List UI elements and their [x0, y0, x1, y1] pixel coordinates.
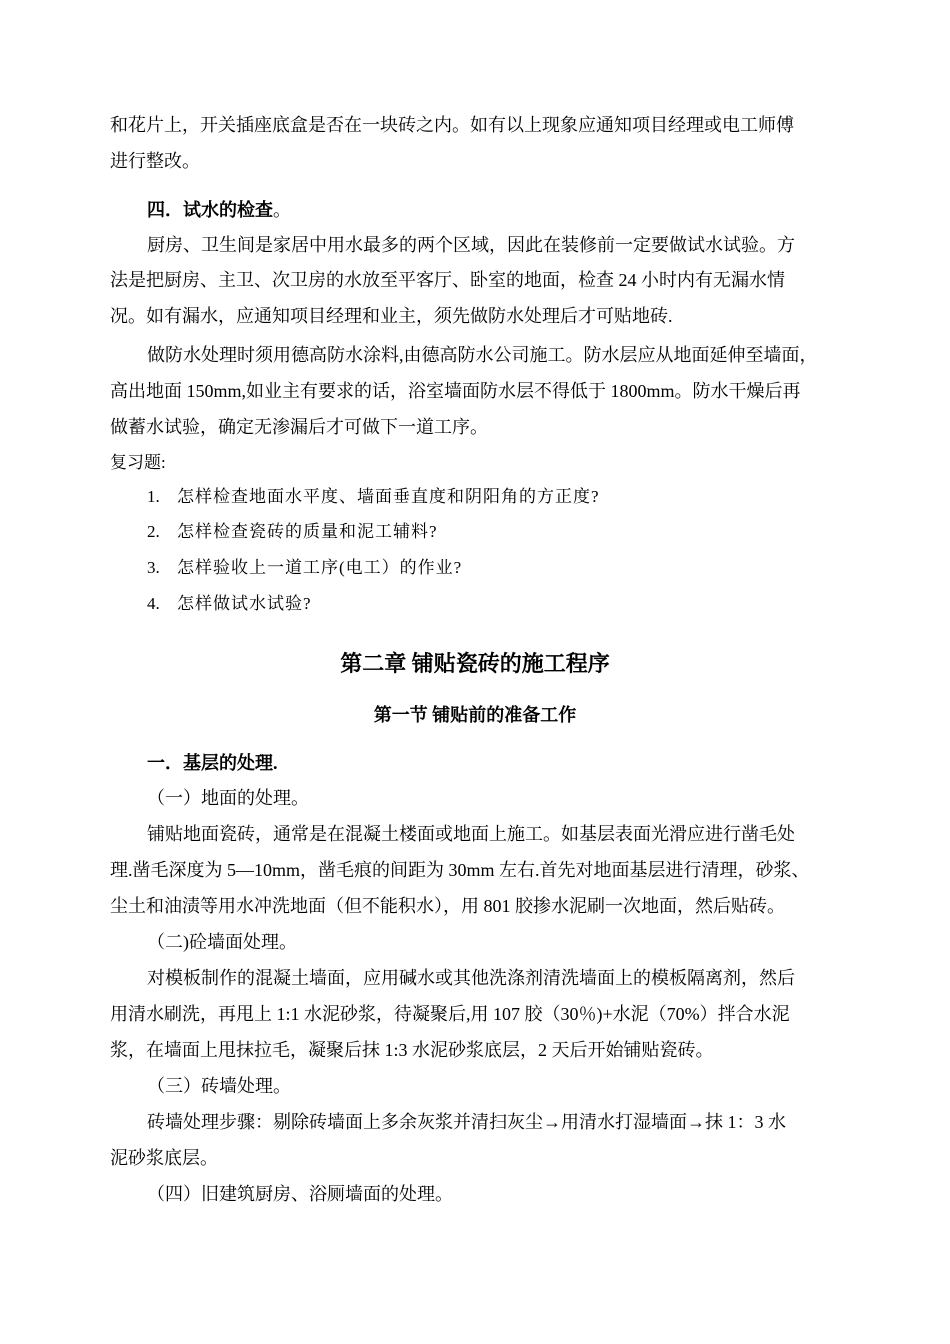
text-line: 做蓄水试验，确定无渗漏后才可做下一道工序。: [110, 417, 488, 437]
review-title: 复习题:: [110, 453, 166, 472]
text-line: 理.凿毛深度为 5—10mm，凿毛痕的间距为 30mm 左右.首先对地面基层进行清理，砂浆、: [110, 860, 810, 880]
question-number: 1.: [147, 487, 160, 506]
chapter-title: 第二章 铺贴瓷砖的施工程序: [340, 651, 610, 676]
question-number: 3.: [147, 558, 160, 577]
text-line: 尘土和油渍等用水冲洗地面（但不能积水），用 801 胶掺水泥刷一次地面，然后贴砖。: [110, 896, 785, 916]
question-text: 怎样检查瓷砖的质量和泥工辅料?: [177, 522, 438, 541]
section-title: 第一节 铺贴前的准备工作: [373, 705, 577, 725]
subsection-heading: 一．基层的处理.: [147, 753, 278, 773]
question-text: 怎样验收上一道工序(电工）的作业?: [177, 558, 463, 577]
text-line: 况。如有漏水，应通知项目经理和业主，须先做防水处理后才可贴地砖.: [110, 306, 673, 326]
item-title: （四）旧建筑厨房、浴厕墙面的处理。: [147, 1184, 453, 1204]
section-heading-text: 四．试水的检查: [147, 200, 273, 220]
text-line: 厨房、卫生间是家居中用水最多的两个区域，因此在装修前一定要做试水试验。方: [147, 235, 795, 255]
text-line: 浆，在墙面上甩抹拉毛，凝聚后抹 1:3 水泥砂浆底层，2 天后开始铺贴瓷砖。: [110, 1040, 714, 1060]
text-line: 高出地面 150mm,如业主有要求的话，浴室墙面防水层不得低于 1800mm。防水干燥后再: [110, 381, 801, 401]
question-number: 2.: [147, 522, 160, 541]
text-line: 法是把厨房、主卫、次卫房的水放至平客厅、卧室的地面，检查 24 小时内有无漏水情: [110, 270, 785, 290]
text-line: 泥砂浆底层。: [110, 1148, 218, 1168]
text-line: 砖墙处理步骤：剔除砖墙面上多余灰浆并清扫灰尘→用清水打湿墙面→抹 1：3 水: [147, 1112, 786, 1132]
section-heading-tail: 。: [273, 200, 291, 220]
item-title: （二)砼墙面处理。: [147, 932, 297, 952]
item-title: （一）地面的处理。: [147, 788, 309, 808]
question-number: 4.: [147, 594, 160, 613]
text-line: 铺贴地面瓷砖，通常是在混凝土楼面或地面上施工。如基层表面光滑应进行凿毛处: [147, 824, 795, 844]
question-text: 怎样检查地面水平度、墙面垂直度和阴阳角的方正度?: [177, 487, 600, 506]
text-line: 用清水刷洗，再甩上 1:1 水泥砂浆，待凝聚后,用 107 胶（30％)+水泥（70%）拌合水泥: [110, 1004, 790, 1024]
question-text: 怎样做试水试验?: [177, 594, 312, 613]
text-line: 和花片上，开关插座底盒是否在一块砖之内。如有以上现象应通知项目经理或电工师傅: [110, 115, 794, 135]
section-heading: [147, 198, 882, 222]
text-line: 对模板制作的混凝土墙面，应用碱水或其他洗涤剂清洗墙面上的模板隔离剂，然后: [147, 968, 795, 988]
item-title: （三）砖墙处理。: [147, 1076, 291, 1096]
text-line: 做防水处理时须用德高防水涂料,由德高防水公司施工。防水层应从地面延伸至墙面，: [147, 345, 818, 365]
text-line: 进行整改。: [110, 151, 200, 171]
